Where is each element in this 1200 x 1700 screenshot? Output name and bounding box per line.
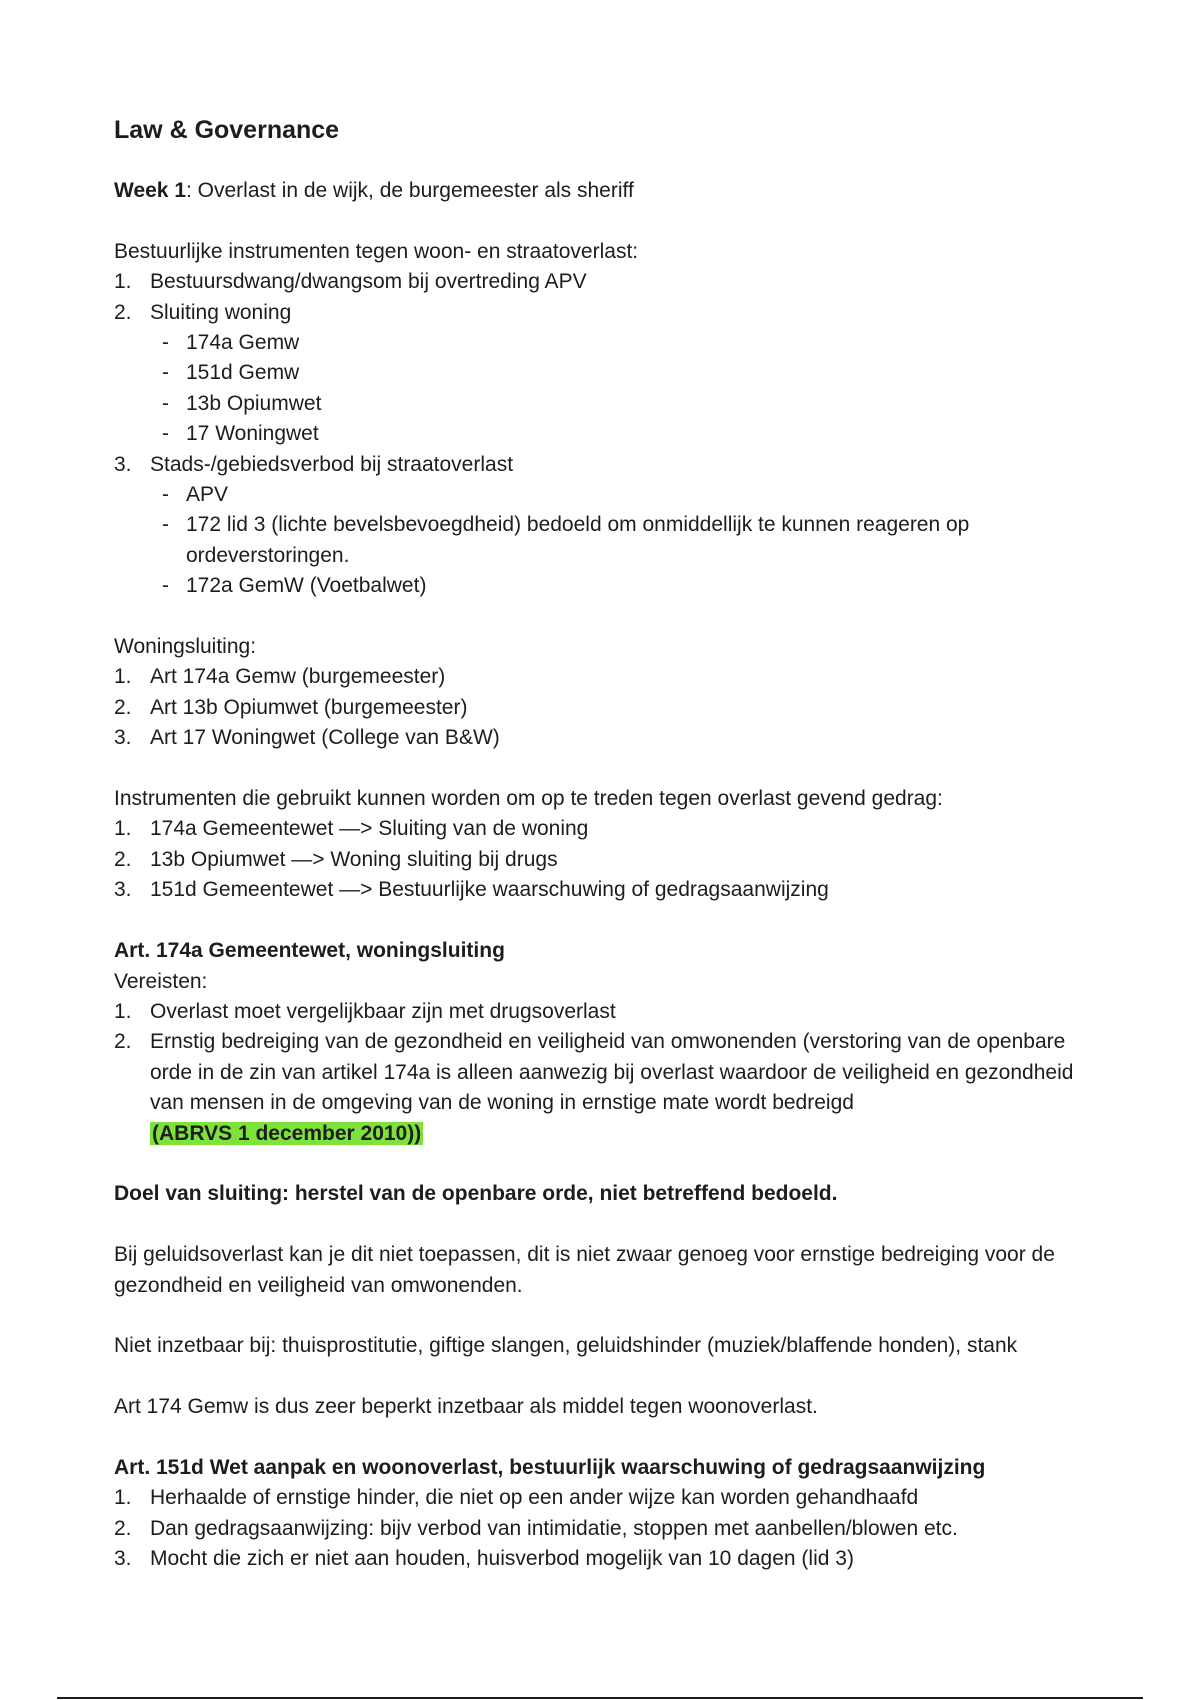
sub-list-item — [162, 389, 1104, 419]
instruments-list-cont — [114, 450, 1104, 480]
list-text: Sluiting woning — [150, 300, 292, 324]
list-text: Art 13b Opiumwet (burgemeester) — [150, 695, 468, 719]
sub-list-item — [162, 480, 1104, 510]
instruments-list — [114, 267, 1104, 328]
list-text: Art 174a Gemw (burgemeester) — [150, 665, 446, 689]
dash-bullet: - — [162, 331, 169, 355]
list-item — [114, 267, 1104, 297]
sub-list-item — [162, 419, 1104, 449]
doel-heading: Doel van sluiting: herstel van de openbare orde, niet betreffend bedoeld. — [114, 1182, 838, 1206]
list-text: Overlast moet vergelijkbaar zijn met drugsoverlast — [150, 999, 616, 1023]
dash-bullet: - — [162, 574, 169, 598]
sub-item-text: 172 lid 3 (lichte bevelsbevoegdheid) bedoeld om onmiddellijk te kunnen reageren op ordeverstoringen. — [186, 513, 970, 567]
list-item — [114, 298, 1104, 328]
week-line — [114, 176, 1104, 206]
list-item — [114, 875, 1104, 905]
instrumenten-heading: Instrumenten die gebruikt kunnen worden om op te treden tegen overlast gevend gedrag: — [114, 787, 943, 811]
list-number: 1. — [114, 270, 132, 294]
sub-item-text: APV — [186, 483, 229, 507]
list-text: Mocht die zich er niet aan houden, huisverbod mogelijk van 10 dagen (lid 3) — [150, 1547, 854, 1571]
geluid-paragraph: Bij geluidsoverlast kan je dit niet toepassen, dit is niet zwaar genoeg voor ernstige bedreiging voor de gezondheid en veiligheid van omwonenden. — [114, 1243, 1055, 1297]
list-number: 1. — [114, 999, 132, 1023]
verbod-sublist — [114, 480, 1104, 602]
list-text: Art 17 Woningwet (College van B&W) — [150, 726, 500, 750]
list-text: Bestuursdwang/dwangsom bij overtreding APV — [150, 270, 587, 294]
art174a-heading: Art. 174a Gemeentewet, woningsluiting — [114, 939, 505, 963]
dash-bullet: - — [162, 483, 169, 507]
vereisten-list — [114, 997, 1104, 1149]
list-item — [114, 1514, 1104, 1544]
list-text: Dan gedragsaanwijzing: bijv verbod van intimidatie, stoppen met aanbellen/blowen etc. — [150, 1516, 958, 1540]
list-item — [114, 997, 1104, 1027]
list-number: 2. — [114, 1516, 132, 1540]
list-number: 2. — [114, 695, 132, 719]
sub-item-text: 172a GemW (Voetbalwet) — [186, 574, 427, 598]
footer-divider — [57, 1697, 1143, 1699]
sub-list-item — [162, 328, 1104, 358]
document-page — [114, 112, 1104, 1575]
week-label: Week 1 — [114, 179, 186, 202]
list-text: 151d Gemeentewet —> Bestuurlijke waarschuwing of gedragsaanwijzing — [150, 878, 829, 902]
dash-bullet: - — [162, 391, 169, 415]
art151d-heading: Art. 151d Wet aanpak en woonoverlast, bestuurlijk waarschuwing of gedragsaanwijzing — [114, 1455, 986, 1479]
sub-item-text: 174a Gemw — [186, 331, 300, 355]
list-number: 1. — [114, 817, 132, 841]
list-number: 2. — [114, 300, 132, 324]
dash-bullet: - — [162, 422, 169, 446]
list-item — [114, 1027, 1110, 1149]
dash-bullet: - — [162, 361, 169, 385]
list-text: Ernstig bedreiging van de gezondheid en veiligheid van omwonenden (verstoring van de openbare orde in de zin van artikel 174a is alleen aanwezig bij overlast waardoor de veiligheid en gezondheid van mensen in de omgeving van de woning in ernstige mate wordt bedreigd — [150, 1030, 1074, 1115]
sub-list-item — [162, 571, 1104, 601]
list-item — [114, 723, 1104, 753]
list-text: 13b Opiumwet —> Woning sluiting bij drugs — [150, 847, 558, 871]
list-item — [114, 1483, 1104, 1513]
niet-inzetbaar-paragraph: Niet inzetbaar bij: thuisprostitutie, giftige slangen, geluidshinder (muziek/blaffende honden), stank — [114, 1334, 1018, 1358]
list-number: 3. — [114, 726, 132, 750]
list-item — [114, 845, 1104, 875]
woningsluiting-heading: Woningsluiting: — [114, 635, 257, 659]
list-number: 1. — [114, 665, 132, 689]
sluiting-sublist — [114, 328, 1104, 450]
woningsluiting-list — [114, 662, 1104, 753]
sub-list-item — [162, 510, 1034, 571]
highlighted-citation: (ABRVS 1 december 2010)) — [152, 1121, 422, 1145]
art151d-list — [114, 1483, 1104, 1574]
list-text: Herhaalde of ernstige hinder, die niet op een ander wijze kan worden gehandhaafd — [150, 1486, 919, 1510]
list-item — [114, 662, 1104, 692]
list-text: 174a Gemeentewet —> Sluiting van de woning — [150, 817, 589, 841]
week-text: : Overlast in de wijk, de burgemeester als sheriff — [186, 179, 634, 202]
list-text: Stads-/gebiedsverbod bij straatoverlast — [150, 452, 514, 476]
sub-list-item — [162, 358, 1104, 388]
instruments-heading: Bestuurlijke instrumenten tegen woon- en straatoverlast: — [114, 239, 639, 263]
list-number: 3. — [114, 878, 132, 902]
list-item — [114, 693, 1104, 723]
list-number: 2. — [114, 1030, 132, 1054]
dash-bullet: - — [162, 513, 169, 537]
instrumenten-list — [114, 814, 1104, 905]
list-number: 3. — [114, 452, 132, 476]
list-item — [114, 450, 1104, 480]
sub-item-text: 151d Gemw — [186, 361, 300, 385]
list-number: 2. — [114, 847, 132, 871]
art174-beperkt-paragraph: Art 174 Gemw is dus zeer beperkt inzetbaar als middel tegen woonoverlast. — [114, 1395, 818, 1419]
list-number: 3. — [114, 1547, 132, 1571]
list-item — [114, 814, 1104, 844]
list-item — [114, 1544, 1104, 1574]
sub-item-text: 13b Opiumwet — [186, 391, 322, 415]
vereisten-label: Vereisten: — [114, 969, 208, 993]
document-title: Law & Governance — [114, 116, 340, 144]
sub-item-text: 17 Woningwet — [186, 422, 319, 446]
list-number: 1. — [114, 1486, 132, 1510]
